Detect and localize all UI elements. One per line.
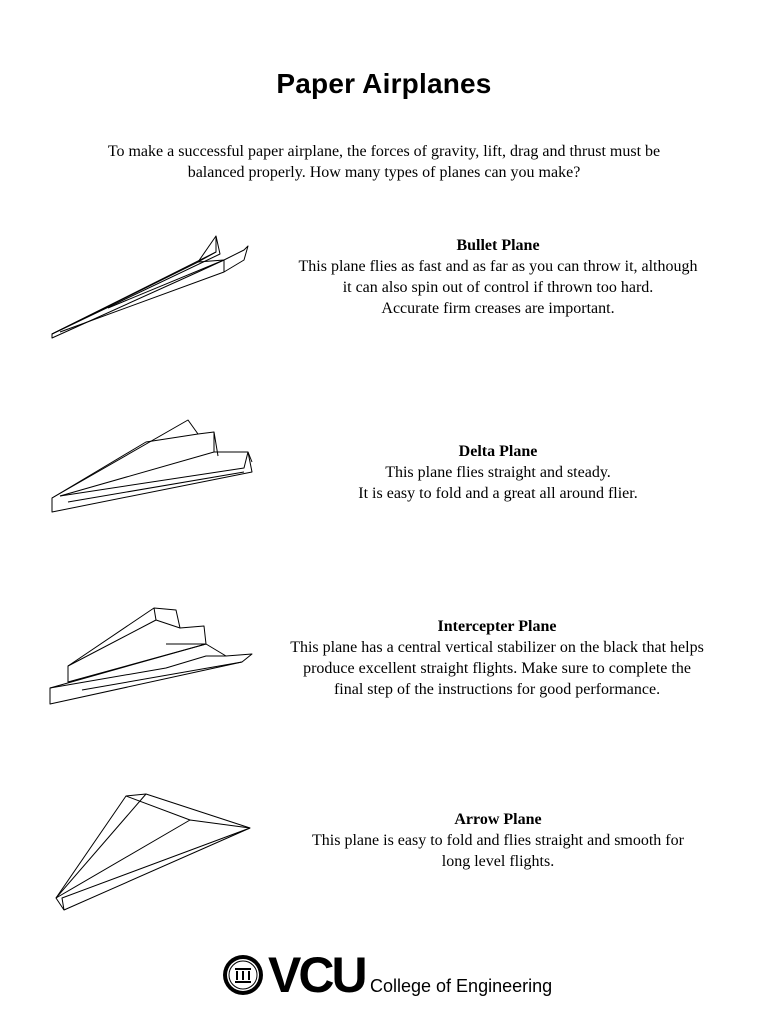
intercepter-plane-drawing <box>46 604 258 708</box>
plane-name: Intercepter Plane <box>437 618 557 635</box>
plane-name: Arrow Plane <box>454 811 542 828</box>
plane-description-line: This plane is easy to fold and flies straight and smooth for <box>312 832 684 849</box>
plane-description-line: This plane flies as fast and as far as you can throw it, although <box>298 258 698 275</box>
vcu-engineering-logo <box>222 947 562 1006</box>
plane-description-line: This plane has a central vertical stabilizer on the black that helps <box>290 639 704 656</box>
intro-line-2: balanced properly. How many types of planes can you make? <box>187 164 581 181</box>
arrow-plane-drawing <box>50 788 258 916</box>
bullet-plane-description <box>270 235 726 319</box>
intro-line-1: To make a successful paper airplane, the forces of gravity, lift, drag and thrust must be <box>107 143 661 160</box>
plane-description-line: It is easy to fold and a great all around flier. <box>358 485 638 502</box>
delta-plane-description <box>270 441 726 504</box>
intercepter-plane-description <box>262 616 732 700</box>
plane-description-line: long level flights. <box>441 853 555 870</box>
bullet-plane-drawing <box>48 232 258 340</box>
plane-description-line: final step of the instructions for good performance. <box>333 681 661 698</box>
arrow-plane-description <box>270 809 726 872</box>
plane-description-line: Accurate firm creases are important. <box>381 300 615 317</box>
plane-name: Delta Plane <box>458 443 538 460</box>
university-seal-icon <box>222 954 264 1001</box>
plane-name: Bullet Plane <box>456 237 540 254</box>
vcu-wordmark: VCU <box>268 947 365 1003</box>
page-title: Paper Airplanes <box>276 68 492 99</box>
plane-description-line: produce excellent straight flights. Make sure to complete the <box>303 660 691 677</box>
intro-paragraph <box>60 141 708 183</box>
delta-plane-drawing <box>48 416 258 516</box>
plane-description-line: This plane flies straight and steady. <box>385 464 611 481</box>
plane-description-line: it can also spin out of control if thrown too hard. <box>342 279 654 296</box>
college-name: College of Engineering <box>370 976 553 996</box>
